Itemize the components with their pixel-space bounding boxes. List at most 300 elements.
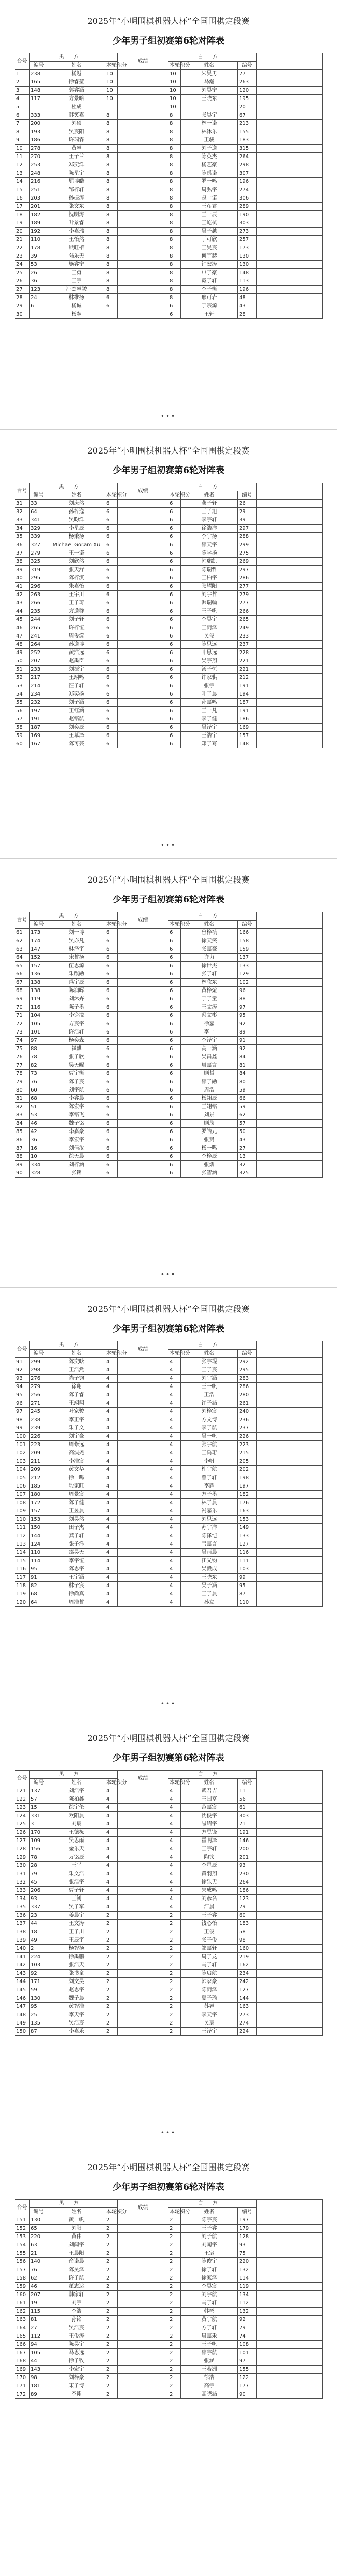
table-row	[15, 500, 323, 508]
result-cell	[118, 583, 168, 591]
black-score: 6	[105, 666, 118, 674]
result-cell	[118, 1912, 168, 1920]
white-player-name: 吴昌鑫	[181, 1053, 238, 1061]
white-player-number: 273	[238, 228, 257, 236]
white-player-number: 43	[238, 1136, 257, 1144]
black-player-name: 陈思宇	[48, 1565, 105, 1574]
white-player-name: 王俊	[181, 1928, 238, 1936]
table-row	[15, 1358, 323, 1366]
white-player-name: 江义钧	[181, 1557, 238, 1565]
black-player-name: 邹梓轩	[48, 186, 105, 194]
result-cell	[118, 2258, 168, 2266]
table-row	[15, 583, 323, 591]
table-row	[15, 549, 323, 558]
board-number: 90	[15, 1169, 30, 1178]
white-player-name: 刘子逸	[181, 145, 238, 153]
white-player-name: 徐浩洋	[181, 525, 238, 533]
white-player-name: 吴毅成	[181, 1565, 238, 1574]
result-cell	[118, 310, 168, 319]
black-score: 8	[105, 244, 118, 252]
black-player-name: 郑奕洋	[48, 161, 105, 169]
table-row	[15, 302, 323, 310]
white-score: 6	[168, 1020, 181, 1028]
board-number: 17	[15, 203, 30, 211]
white-player-number: 92	[238, 1045, 257, 1053]
result-cell	[118, 1582, 168, 1590]
board-number: 27	[15, 286, 30, 294]
board-number: 95	[15, 1391, 30, 1399]
result-cell	[118, 1358, 168, 1366]
white-score: 2	[168, 2324, 181, 2332]
white-player-number: 127	[238, 1986, 257, 1994]
white-score: 6	[168, 724, 181, 732]
black-player-name: 王子川	[48, 1928, 105, 1936]
table-row	[15, 1928, 323, 1936]
black-score: 4	[105, 1862, 118, 1870]
table-row	[15, 591, 323, 599]
white-player-name: 刘昊宁	[181, 87, 238, 95]
notes-cell	[257, 1837, 323, 1845]
black-score: 4	[105, 1399, 118, 1408]
white-score: 6	[168, 657, 181, 666]
result-cell	[118, 236, 168, 244]
black-score: 8	[105, 219, 118, 228]
white-player-number: 325	[238, 1169, 257, 1178]
table-row	[15, 979, 323, 987]
table-row	[15, 1161, 323, 1169]
black-player-name: 王宇	[48, 277, 105, 286]
table-row	[15, 657, 323, 666]
white-player-name: 冯文彬	[181, 1012, 238, 1020]
notes-cell	[257, 120, 323, 128]
board-number: 44	[15, 607, 30, 616]
white-player-name: 李一	[181, 1028, 238, 1037]
white-player-number: 183	[238, 1920, 257, 1928]
white-player-number: 91	[238, 1037, 257, 1045]
black-player-number: 73	[30, 1070, 48, 1078]
white-score: 2	[168, 2225, 181, 2233]
white-player-name: 李耀	[181, 1482, 238, 1491]
black-score: 6	[105, 1095, 118, 1103]
white-player-name: 郑子骞	[181, 740, 238, 748]
white-player-number: 20	[238, 103, 257, 111]
black-score: 6	[105, 516, 118, 525]
white-player-number: 137	[238, 954, 257, 962]
black-player-number: 115	[30, 2308, 48, 2316]
table-row	[15, 2216, 323, 2225]
white-player-number: 263	[238, 78, 257, 87]
black-player-name: 王昱晨	[48, 1507, 105, 1516]
black-player-number: 123	[30, 286, 48, 294]
result-cell	[118, 2019, 168, 2028]
result-cell	[118, 136, 168, 145]
result-cell	[118, 641, 168, 649]
white-score: 2	[168, 2028, 181, 2036]
black-score: 8	[105, 277, 118, 286]
black-player-name: 吴天曜	[48, 1061, 105, 1070]
white-player-number: 89	[238, 1028, 257, 1037]
result-cell	[118, 616, 168, 624]
white-player-number: 155	[238, 128, 257, 136]
board-number: 104	[15, 1466, 30, 1474]
black-player-number: 150	[30, 1524, 48, 1532]
white-score: 2	[168, 1970, 181, 1978]
black-player-number: 64	[30, 508, 48, 516]
pairing-rows	[15, 929, 323, 1178]
white-player-name: 徐天笑	[181, 937, 238, 945]
black-score-header: 本轮积分	[105, 1350, 118, 1358]
notes-cell	[257, 310, 323, 319]
white-score: 4	[168, 1358, 181, 1366]
black-player-name: 王平	[48, 1862, 105, 1870]
white-player-name: 汤子恒	[181, 666, 238, 674]
white-player-number: 297	[238, 525, 257, 533]
event-title: 2025年“小明围棋机器人杯”全国围棋定段赛	[87, 1304, 250, 1314]
notes-cell	[257, 1953, 323, 1961]
black-player-number: 220	[30, 2233, 48, 2241]
white-player-number: 186	[238, 715, 257, 724]
notes-cell	[257, 1441, 323, 1449]
white-player-number: 134	[238, 2291, 257, 2299]
white-player-name: 杨翊辰	[181, 1095, 238, 1103]
white-player-number: 77	[238, 70, 257, 78]
table-row	[15, 286, 323, 294]
notes-cell	[257, 1862, 323, 1870]
white-player-name: 邢可岩	[181, 294, 238, 302]
white-player-name: 陈雨泽	[181, 1986, 238, 1994]
table-row	[15, 724, 323, 732]
white-seq-header: 编号	[238, 921, 257, 929]
black-player-number: 82	[30, 1061, 48, 1070]
black-side-header: 黑方	[30, 483, 118, 491]
white-player-name: 朱昊男	[181, 70, 238, 78]
black-name-header: 姓名	[48, 1350, 105, 1358]
board-number: 84	[15, 1120, 30, 1128]
white-score: 4	[168, 1424, 181, 1433]
white-player-number: 257	[238, 236, 257, 244]
notes-cell	[257, 1870, 323, 1878]
white-player-name: 刘子航	[181, 2233, 238, 2241]
result-cell	[118, 244, 168, 252]
board-number: 153	[15, 2233, 30, 2241]
result-cell	[118, 1028, 168, 1037]
black-player-name: 李天宇	[48, 2011, 105, 2019]
black-player-name: 徐天晨	[48, 1153, 105, 1161]
black-score: 4	[105, 1366, 118, 1375]
table-row	[15, 1820, 323, 1829]
black-player-name: 吴宸阳	[48, 128, 105, 136]
white-player-name: 王子晨	[181, 1590, 238, 1598]
black-player-name: 万铭辰	[48, 1853, 105, 1862]
white-player-name: 沈俊宇	[181, 1812, 238, 1820]
black-player-number: 6	[30, 302, 48, 310]
black-score: 4	[105, 1829, 118, 1837]
result-cell	[118, 2028, 168, 2036]
result-cell	[118, 1953, 168, 1961]
black-seq-header: 编号	[30, 62, 48, 70]
black-player-name: 欧阳晨	[48, 1812, 105, 1820]
white-player-number: 249	[238, 624, 257, 632]
white-player-name: 孙立	[181, 1598, 238, 1607]
white-player-number: 182	[238, 1491, 257, 1499]
black-score: 6	[105, 1169, 118, 1178]
notes-cell	[257, 302, 323, 310]
notes-cell	[257, 2283, 323, 2291]
table-row	[15, 1128, 323, 1136]
black-player-name: 郑奕扬	[48, 690, 105, 699]
white-player-number: 277	[238, 583, 257, 591]
table-row	[15, 1416, 323, 1424]
notes-cell	[257, 1499, 323, 1507]
result-cell	[118, 2341, 168, 2349]
white-player-number: 200	[238, 1845, 257, 1853]
board-number: 26	[15, 277, 30, 286]
black-player-number: 110	[30, 236, 48, 244]
result-header: 成绩	[118, 912, 168, 929]
table-row	[15, 1045, 323, 1053]
table-row	[15, 2011, 323, 2019]
black-player-number: 216	[30, 178, 48, 186]
notes-cell	[257, 995, 323, 1003]
white-player-number: 71	[238, 1820, 257, 1829]
black-score: 2	[105, 2019, 118, 2028]
notes-cell	[257, 624, 323, 632]
white-player-name: 张熠	[181, 1161, 238, 1169]
result-cell	[118, 1532, 168, 1540]
board-number: 86	[15, 1136, 30, 1144]
black-player-number: 45	[30, 1878, 48, 1887]
notes-cell	[257, 111, 323, 120]
black-player-name: 陈昊泽	[48, 2266, 105, 2274]
notes-cell	[257, 2225, 323, 2233]
black-seq-header: 编号	[30, 2208, 48, 2216]
notes-cell	[257, 1853, 323, 1862]
white-score: 2	[168, 2003, 181, 2011]
board-number: 16	[15, 194, 30, 203]
white-score: 6	[168, 591, 181, 599]
black-player-name: 王子琦	[48, 599, 105, 607]
result-cell	[118, 699, 168, 707]
result-cell	[118, 1557, 168, 1565]
black-score: 6	[105, 1086, 118, 1095]
black-player-number: 82	[30, 1582, 48, 1590]
result-cell	[118, 1441, 168, 1449]
black-score: 6	[105, 641, 118, 649]
white-score: 6	[168, 641, 181, 649]
board-number: 124	[15, 1812, 30, 1820]
board-number: 126	[15, 1829, 30, 1837]
white-player-name: 王轩	[181, 310, 238, 319]
black-player-name: Michael Goram Xu	[48, 541, 105, 549]
notes-cell	[257, 1787, 323, 1795]
black-score-header: 本轮积分	[105, 491, 118, 500]
board-number: 77	[15, 1061, 30, 1070]
black-score: 2	[105, 1978, 118, 1986]
black-player-name: 刘子轩	[48, 616, 105, 624]
black-score: 2	[105, 2003, 118, 2011]
table-row	[15, 1424, 323, 1433]
board-number: 96	[15, 1399, 30, 1408]
white-player-number: 111	[238, 1557, 257, 1565]
black-score: 2	[105, 2299, 118, 2308]
white-player-number: 298	[238, 161, 257, 169]
black-score: 6	[105, 1012, 118, 1020]
notes-cell	[257, 1003, 323, 1012]
table-row	[15, 699, 323, 707]
white-player-name: 王宸	[181, 2249, 238, 2258]
white-player-name: 王雨泽	[181, 624, 238, 632]
black-player-number: 42	[30, 1128, 48, 1136]
black-score: 2	[105, 2225, 118, 2233]
notes-cell	[257, 740, 323, 748]
black-player-number: 224	[30, 1953, 48, 1961]
table-row	[15, 70, 323, 78]
black-score: 8	[105, 228, 118, 236]
white-player-name: 李昊宇	[181, 616, 238, 624]
pairing-page	[0, 2146, 337, 2575]
white-player-number: 295	[238, 1366, 257, 1375]
black-player-name: 崔麒	[48, 1045, 105, 1053]
notes-cell	[257, 1532, 323, 1540]
white-player-number: 153	[238, 1516, 257, 1524]
board-number: 147	[15, 2003, 30, 2011]
notes-cell	[257, 1433, 323, 1441]
black-player-number: 26	[30, 269, 48, 277]
black-score: 10	[105, 87, 118, 95]
table-row	[15, 1986, 323, 1994]
white-player-name: 马子轩	[181, 2299, 238, 2308]
result-cell	[118, 95, 168, 103]
table-row	[15, 2003, 323, 2011]
white-side-header: 白方	[168, 483, 257, 491]
white-score: 6	[168, 1003, 181, 1012]
table-row	[15, 616, 323, 624]
black-player-name: 刘振宇	[48, 666, 105, 674]
board-number: 22	[15, 244, 30, 252]
white-player-name: 刘宇航	[181, 2291, 238, 2299]
white-score: 4	[168, 1449, 181, 1457]
black-player-name: 许瑞霖	[48, 136, 105, 145]
white-player-name: 张耀阳	[181, 583, 238, 591]
white-player-name: 吴子涵	[181, 1582, 238, 1590]
result-cell	[118, 674, 168, 682]
black-player-number: 130	[30, 1994, 48, 2003]
board-number: 43	[15, 599, 30, 607]
black-player-number: 187	[30, 724, 48, 732]
black-player-name: 陈子健	[48, 1499, 105, 1507]
white-score: 6	[168, 690, 181, 699]
table-row	[15, 1441, 323, 1449]
board-number: 56	[15, 707, 30, 715]
black-score: 6	[105, 583, 118, 591]
board-number: 72	[15, 1020, 30, 1028]
black-player-name: 郭睿涵	[48, 87, 105, 95]
board-number: 75	[15, 1045, 30, 1053]
white-score: 2	[168, 2291, 181, 2299]
table-row	[15, 1574, 323, 1582]
white-score: 8	[168, 161, 181, 169]
table-row	[15, 2283, 323, 2291]
notes-cell	[257, 1078, 323, 1086]
black-player-number: 226	[30, 1433, 48, 1441]
result-cell	[118, 1598, 168, 1607]
white-player-number: 220	[238, 2258, 257, 2266]
black-player-number: 203	[30, 194, 48, 203]
white-score: 6	[168, 616, 181, 624]
black-name-header: 姓名	[48, 1779, 105, 1787]
white-player-name: 叶思远	[181, 649, 238, 657]
board-number: 7	[15, 120, 30, 128]
board-number: 52	[15, 674, 30, 682]
black-player-number: 49	[30, 1936, 48, 1945]
black-player-name: 张文东	[48, 203, 105, 211]
notes-cell	[257, 1399, 323, 1408]
black-score: 6	[105, 979, 118, 987]
table-row	[15, 1120, 323, 1128]
board-header: 台号	[15, 483, 30, 500]
black-score: 6	[105, 294, 118, 302]
black-score: 4	[105, 1820, 118, 1829]
white-score: 6	[168, 599, 181, 607]
black-player-name: 马思远	[48, 2349, 105, 2357]
notes-cell	[257, 1936, 323, 1945]
black-player-number: 98	[30, 2374, 48, 2382]
black-player-name: 徐尚真	[48, 1590, 105, 1598]
board-number: 98	[15, 1416, 30, 1424]
white-score: 4	[168, 1408, 181, 1416]
black-score: 6	[105, 302, 118, 310]
white-score: 6	[168, 302, 181, 310]
black-player-name: 陈奕晗	[48, 1358, 105, 1366]
board-number: 102	[15, 1449, 30, 1457]
black-player-number: 207	[30, 2291, 48, 2299]
table-row	[15, 599, 323, 607]
white-score: 4	[168, 1383, 181, 1391]
result-cell	[118, 1928, 168, 1936]
black-score: 4	[105, 1878, 118, 1887]
black-player-number: 87	[30, 2028, 48, 2036]
black-player-name: 李宏宇	[48, 2366, 105, 2374]
white-player-number: 162	[238, 1961, 257, 1970]
white-score: 4	[168, 1557, 181, 1565]
black-score: 6	[105, 541, 118, 549]
white-player-name: 张宇琨	[181, 1358, 238, 1366]
black-player-number	[30, 103, 48, 111]
white-player-name: 苏宇洋	[181, 1524, 238, 1532]
board-number: 38	[15, 558, 30, 566]
black-player-number: 251	[30, 186, 48, 194]
board-number: 138	[15, 1928, 30, 1936]
black-player-name: 周浩哲	[48, 1598, 105, 1607]
board-number: 48	[15, 641, 30, 649]
table-row	[15, 203, 323, 211]
table-row	[15, 1804, 323, 1812]
event-title: 2025年“小明围棋机器人杯”全国围棋定段赛	[87, 1733, 250, 1743]
board-number: 159	[15, 2283, 30, 2291]
white-player-number: 92	[238, 2316, 257, 2324]
notes-cell	[257, 1507, 323, 1516]
notes-cell	[257, 1449, 323, 1457]
white-player-name: 陈学扬	[181, 549, 238, 558]
white-player-name: 李星辰	[181, 1862, 238, 1870]
board-number: 18	[15, 211, 30, 219]
white-side-header: 白方	[168, 1771, 257, 1779]
white-score: 4	[168, 1466, 181, 1474]
white-score: 2	[168, 1912, 181, 1920]
black-player-name: 龚子轩	[48, 1532, 105, 1540]
board-number: 85	[15, 1128, 30, 1136]
white-player-number: 275	[238, 549, 257, 558]
